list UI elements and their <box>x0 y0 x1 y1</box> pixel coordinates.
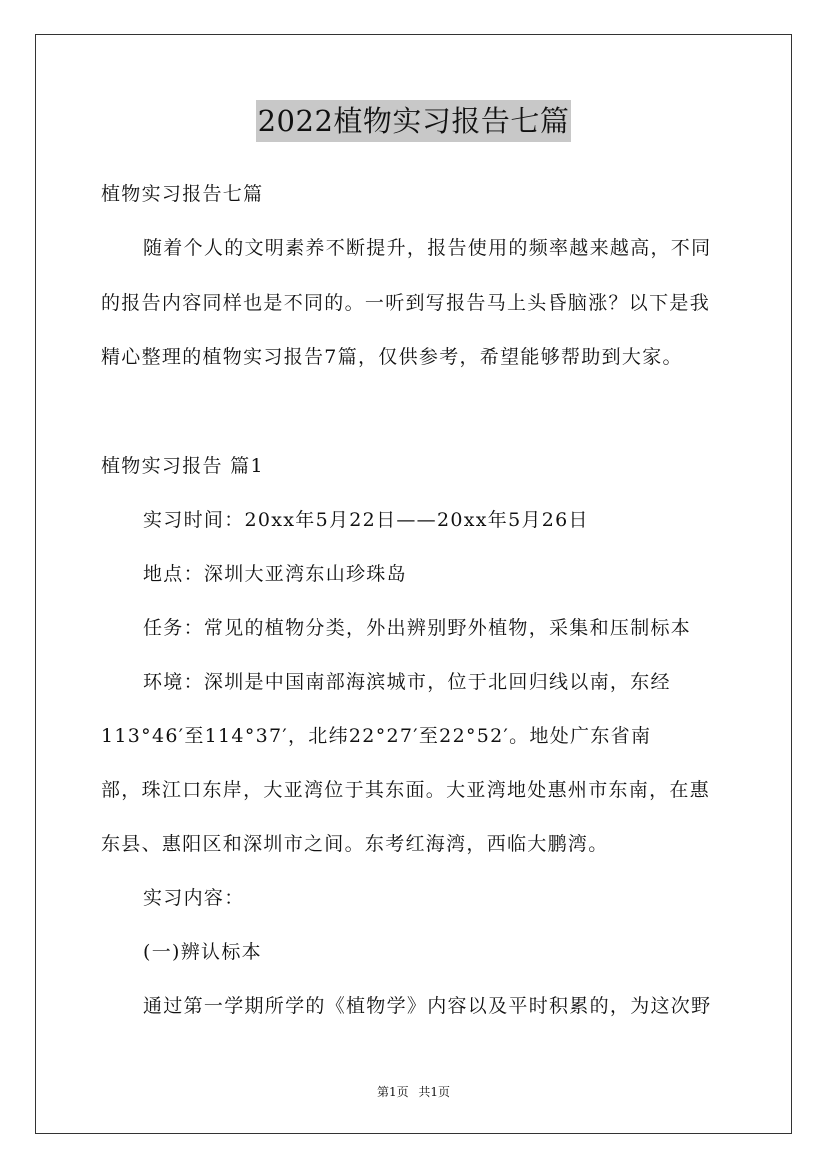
intro-line-3: 精心整理的植物实习报告7篇，仅供参考，希望能够帮助到大家。 <box>101 346 683 368</box>
body-line-location: 地点：深圳大亚湾东山珍珠岛 <box>143 563 407 585</box>
body-line-last: 通过第一学期所学的《植物学》内容以及平时积累的，为这次野 <box>143 995 712 1017</box>
body-line-geography-2: 东县、惠阳区和深圳市之间。东考红海湾，西临大鹏湾。 <box>101 833 609 855</box>
document-subtitle: 植物实习报告七篇 <box>101 183 264 205</box>
body-line-environment: 环境：深圳是中国南部海滨城市，位于北回归线以南，东经 <box>143 671 671 693</box>
title-container <box>0 100 827 142</box>
footer-page-total: 共1页 <box>418 1085 451 1099</box>
intro-line-1: 随着个人的文明素养不断提升，报告使用的频率越来越高，不同 <box>143 237 712 259</box>
section-heading: 植物实习报告 篇1 <box>101 455 264 477</box>
intro-line-2: 的报告内容同样也是不同的。一听到写报告马上头昏脑涨？以下是我 <box>101 292 711 314</box>
body-line-coordinates: 113°46′至114°37′，北纬22°27′至22°52′。地处广东省南 <box>101 725 652 747</box>
body-line-task: 任务：常见的植物分类，外出辨别野外植物，采集和压制标本 <box>143 617 692 639</box>
body-line-content-heading: 实习内容： <box>143 887 245 909</box>
body-line-time: 实习时间：20xx年5月22日——20xx年5月26日 <box>143 509 589 531</box>
page-footer <box>0 1084 827 1100</box>
body-line-subheading: (一)辨认标本 <box>143 941 262 963</box>
body-line-geography-1: 部，珠江口东岸，大亚湾位于其东面。大亚湾地处惠州市东南，在惠 <box>101 779 711 801</box>
footer-page-number: 第1页 <box>376 1085 409 1099</box>
document-title: 2022植物实习报告七篇 <box>256 100 572 142</box>
